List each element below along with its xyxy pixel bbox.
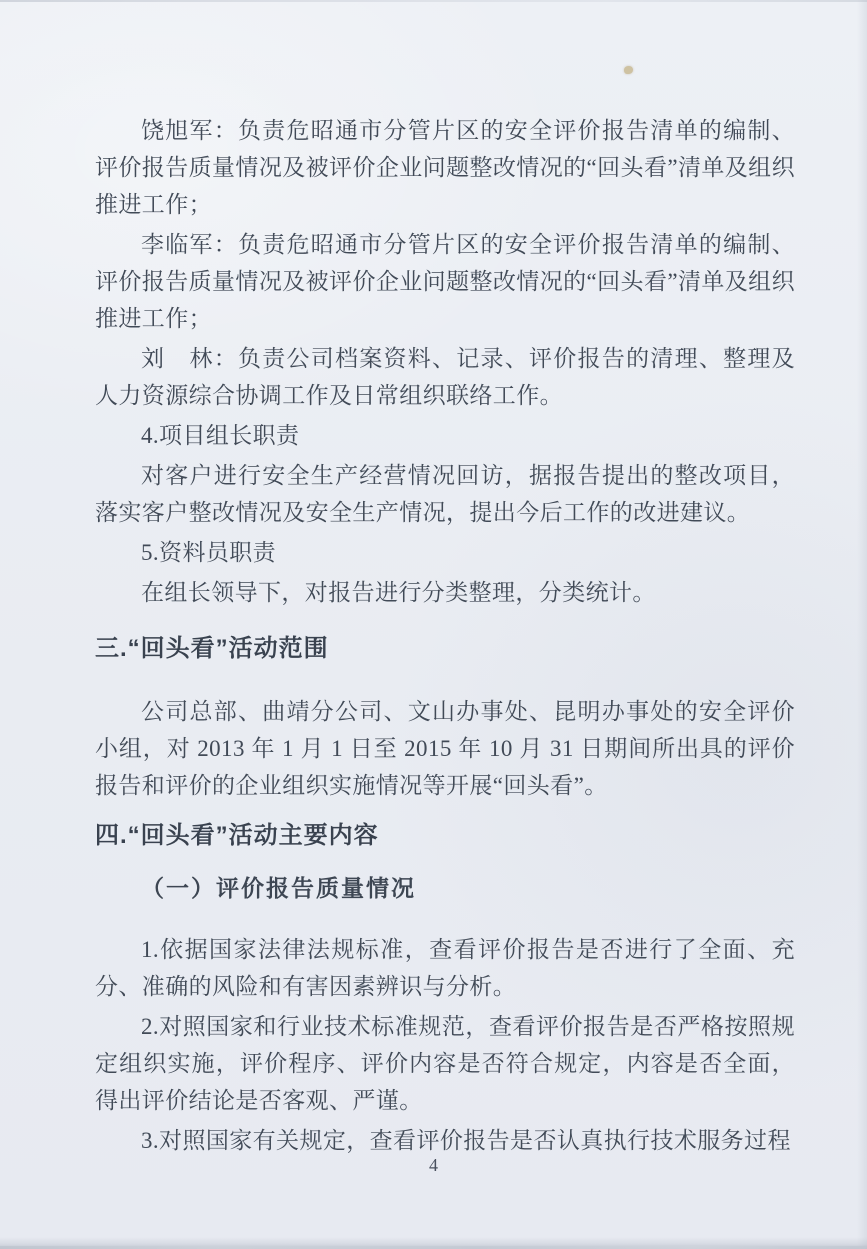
- list-item-4-duty: 4.项目组长职责: [141, 423, 300, 448]
- scan-top-edge: [0, 0, 867, 2]
- body-paragraph: 2.对照国家和行业技术标准规范，查看评价报告是否严格按照规定组织实施，评价程序、评价内容是否符合规定，内容是否全面，得出评价结论是否客观、严谨。: [95, 1014, 795, 1113]
- body-paragraph: 公司总部、曲靖分公司、文山办事处、昆明办事处的安全评价小组，对 2013 年 1 月 1 日至 2015 年 10 月 31 日期间所出具的评价报告和评价的企业组织实施情况等开展“回头看”。: [95, 699, 795, 798]
- body-paragraph: 在组长领导下，对报告进行分类整理，分类统计。: [141, 580, 656, 605]
- body-paragraph: 3.对照国家有关规定，查看评价报告是否认真执行技术服务过程: [141, 1128, 791, 1153]
- body-paragraph: 1.依据国家法律法规标准，查看评价报告是否进行了全面、充分、准确的风险和有害因素辨识与分析。: [95, 937, 795, 999]
- subsection-heading-1-report-quality: （一）评价报告质量情况: [141, 876, 416, 901]
- section-heading-4-main-content: 四.“回头看”活动主要内容: [95, 822, 379, 849]
- document-body: [95, 112, 795, 1162]
- scan-right-edge: [857, 0, 867, 1249]
- list-item-5-duty: 5.资料员职责: [141, 540, 277, 565]
- body-paragraph: 李临军：负责危昭通市分管片区的安全评价报告清单的编制、评价报告质量情况及被评价企业问题整改情况的“回头看”清单及组织推进工作；: [95, 232, 795, 331]
- body-paragraph: 饶旭军：负责危昭通市分管片区的安全评价报告清单的编制、评价报告质量情况及被评价企业问题整改情况的“回头看”清单及组织推进工作；: [95, 118, 795, 217]
- section-heading-3-scope: 三.“回头看”活动范围: [95, 635, 329, 662]
- scan-speck: [624, 66, 633, 74]
- body-paragraph: 刘 林：负责公司档案资料、记录、评价报告的清理、整理及人力资源综合协调工作及日常组织联络工作。: [95, 346, 795, 408]
- body-paragraph: 对客户进行安全生产经营情况回访，据报告提出的整改项目，落实客户整改情况及安全生产情况，提出今后工作的改进建议。: [95, 463, 795, 525]
- page-number: 4: [429, 1155, 438, 1175]
